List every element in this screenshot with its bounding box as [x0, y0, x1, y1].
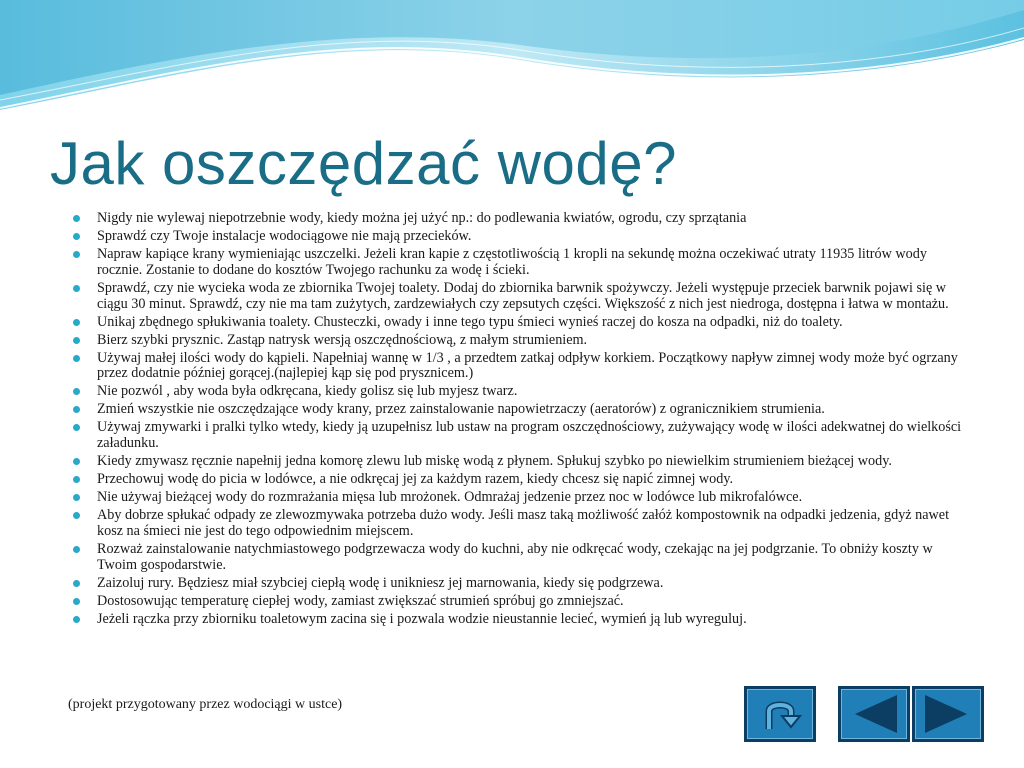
triangle-left-icon — [841, 689, 907, 739]
slide-title: Jak oszczędzać wodę? — [50, 130, 677, 197]
return-button[interactable] — [744, 686, 816, 742]
bullet-item: Zaizoluj rury. Będziesz miał szybciej ciepłą wodę i unikniesz jej marnowania, kiedy się podgrzewa. — [70, 576, 970, 592]
bullet-item: Nie używaj bieżącej wody do rozmrażania mięsa lub mrożonek. Odmrażaj jedzenie przez noc w lodówce lub mikrofalówce. — [70, 490, 970, 506]
bullet-item: Nie pozwól , aby woda była odkręcana, kiedy golisz się lub myjesz twarz. — [70, 384, 970, 400]
header-wave-decoration — [0, 0, 1024, 120]
bullet-item: Przechowuj wodę do picia w lodówce, a nie odkręcaj jej za każdym razem, kiedy chcesz się napić zimnej wody. — [70, 472, 970, 488]
bullet-item: Jeżeli rączka przy zbiorniku toaletowym zacina się i pozwala wodzie nieustannie lecieć, wymień ją lub wyreguluj. — [70, 612, 970, 628]
bullet-item: Używaj małej ilości wody do kąpieli. Napełniaj wannę w 1/3 , a przedtem zatkaj odpływ korkiem. Początkowy napływ zimnej wody może być ogrzany przez dodatnie później gorącej.(najlepiej kąp się pod prysznicem.) — [70, 351, 970, 383]
bullet-item: Zmień wszystkie nie oszczędzające wody krany, przez zainstalowanie napowietrzaczy (aeratorów) z ogranicznikiem strumienia. — [70, 402, 970, 418]
bullet-item: Kiedy zmywasz ręcznie napełnij jedna komorę zlewu lub miskę wodą z płynem. Spłukuj szybko po niewielkim strumieniem bieżącej wody. — [70, 454, 970, 470]
next-button[interactable] — [912, 686, 984, 742]
bullet-item: Napraw kapiące krany wymieniając uszczelki. Jeżeli kran kapie z częstotliwością 1 kropli na sekundę można oczekiwać utraty 11935 litrów wody rocznie. Zostanie to dodane do kosztów Twojego rachunku za wodę i ścieki. — [70, 247, 970, 279]
bullet-item: Sprawdź czy Twoje instalacje wodociągowe nie mają przecieków. — [70, 229, 970, 245]
bullet-item: Nigdy nie wylewaj niepotrzebnie wody, kiedy można jej użyć np.: do podlewania kwiatów, ogrodu, czy sprzątania — [70, 211, 970, 227]
bullet-item: Unikaj zbędnego spłukiwania toalety. Chusteczki, owady i inne tego typu śmieci wynieś raczej do kosza na odpadki, niż do toalety. — [70, 315, 970, 331]
bullet-list — [70, 211, 970, 630]
triangle-right-icon — [915, 689, 981, 739]
bullet-item: Dostosowując temperaturę ciepłej wody, zamiast zwiększać strumień spróbuj go zmniejszać. — [70, 594, 970, 610]
previous-button[interactable] — [838, 686, 910, 742]
footer-credit: (projekt przygotowany przez wodociągi w ustce) — [68, 697, 343, 712]
u-turn-arrow-icon — [747, 689, 813, 739]
bullet-item: Rozważ zainstalowanie natychmiastowego podgrzewacza wody do kuchni, aby nie odkręcać wody, czekając na jej podgrzanie. To obniży koszty w Twoim gospodarstwie. — [70, 542, 970, 574]
bullet-item: Używaj zmywarki i pralki tylko wtedy, kiedy ją uzupełnisz lub ustaw na program oszczędnościowy, zużywający wodę w ilości adekwatnej do wielkości załadunku. — [70, 420, 970, 452]
bullet-item: Bierz szybki prysznic. Zastąp natrysk wersją oszczędnościową, z małym strumieniem. — [70, 333, 970, 349]
bullet-item: Aby dobrze spłukać odpady ze zlewozmywaka potrzeba dużo wody. Jeśli masz taką możliwość załóż kompostownik na odpadki jedzenia, gdyż nawet kosz na śmieci nie jest do tego odpowiednim miejscem. — [70, 508, 970, 540]
bullet-item: Sprawdź, czy nie wycieka woda ze zbiornika Twojej toalety. Dodaj do zbiornika barwnik spożywczy. Jeżeli występuje przeciek barwnik pojawi się w ciągu 30 minut. Sprawdź, czy nie ma tam zużytych, zardzewiałych czy zepsutych części. Większość z nich jest niedroga, dostępna i łatwa w montażu. — [70, 281, 970, 313]
